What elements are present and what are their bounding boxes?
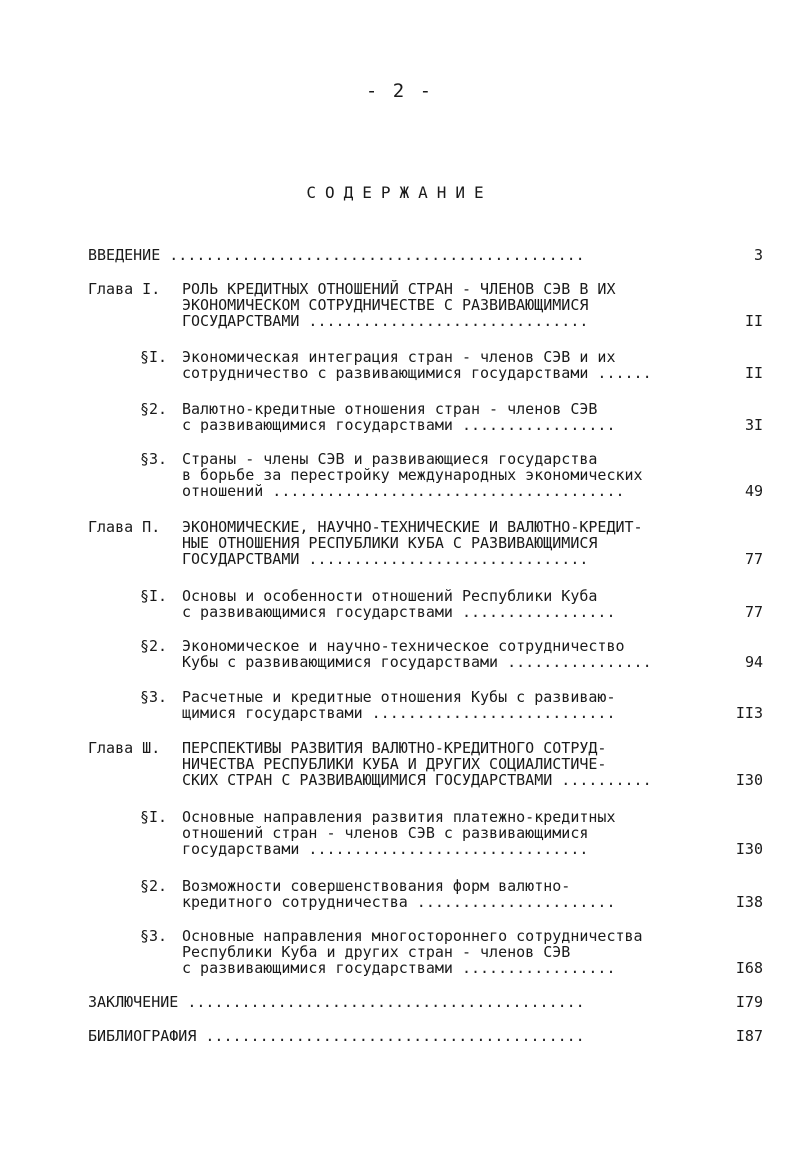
toc-entry-title-line: ЭКОНОМИЧЕСКОМ СОТРУДНИЧЕСТВЕ С РАЗВИВАЮЩИМИСЯ: [182, 296, 589, 314]
leader-dots: .................: [452, 603, 616, 621]
toc-entry-title-line: Основные направления многостороннего сотрудничества: [182, 927, 643, 945]
toc-page-number: II3: [735, 704, 763, 722]
leader-dots: ..........................................: [196, 1027, 585, 1045]
toc-entry-title-line: СКИХ СТРАН С РАЗВИВАЮЩИМИСЯ ГОСУДАРСТВАМИ ..........: [182, 771, 652, 789]
toc-entry-label: ВВЕДЕНИЕ ..............................................: [88, 246, 585, 264]
leader-dots: ......................: [407, 893, 616, 911]
toc-entry-label: §I.: [140, 348, 168, 366]
toc-chapter-entry: [0, 281, 799, 333]
toc-entry-label: §3.: [140, 927, 168, 945]
toc-entry-label: БИБЛИОГРАФИЯ ..........................................: [88, 1027, 585, 1045]
toc-entry-title-line: Республики Куба и других стран - членов СЭВ: [182, 943, 571, 961]
toc-entry-title-line: Основные направления развития платежно-кредитных: [182, 808, 616, 826]
toc-entry-label: §I.: [140, 808, 168, 826]
leader-dots: ...............................: [299, 550, 589, 568]
toc-entry-title-line: РОЛЬ КРЕДИТНЫХ ОТНОШЕНИЙ СТРАН - ЧЛЕНОВ СЭВ В ИХ: [182, 280, 616, 298]
toc-entry-label: §2.: [140, 877, 168, 895]
toc-entry-title-line: ГОСУДАРСТВАМИ ...............................: [182, 312, 589, 330]
toc-section-entry: [0, 401, 799, 437]
toc-entry-title-line: НЫЕ ОТНОШЕНИЯ РЕСПУБЛИКИ КУБА С РАЗВИВАЮЩИМИСЯ: [182, 534, 598, 552]
toc-entry-title-line: кредитного сотрудничества ......................: [182, 893, 616, 911]
toc-entry-label: Глава П.: [88, 518, 161, 536]
toc-entry-title-line: ЭКОНОМИЧЕСКИЕ, НАУЧНО-ТЕХНИЧЕСКИЕ И ВАЛЮТНО-КРЕДИТ-: [182, 518, 643, 536]
toc-entry-label: Глава I.: [88, 280, 161, 298]
leader-dots: ............................................: [178, 993, 585, 1011]
toc-entry-title-line: Основы и особенности отношений Республики Куба: [182, 587, 598, 605]
toc-section-entry: [0, 689, 799, 725]
toc-entry-label: §3.: [140, 450, 168, 468]
toc-page-number: 49: [744, 482, 763, 500]
toc-entry-label: §I.: [140, 587, 168, 605]
toc-page-number: II: [744, 364, 763, 382]
toc-entry-title-line: Расчетные и кредитные отношения Кубы с развиваю-: [182, 688, 616, 706]
toc-entry-title-line: государствами ...............................: [182, 840, 589, 858]
toc-entry-label: §2.: [140, 637, 168, 655]
toc-page-number: 77: [744, 603, 763, 621]
toc-entry-label: ЗАКЛЮЧЕНИЕ ............................................: [88, 993, 585, 1011]
toc-page-number: II: [744, 312, 763, 330]
toc-entry-title-line: Возможности совершенствования форм валютно-: [182, 877, 571, 895]
toc-entry-title-line: Экономическая интеграция стран - членов СЭВ и их: [182, 348, 616, 366]
toc-entry-title-line: в борьбе за перестройку международных экономических: [182, 466, 643, 484]
toc-section-entry: [0, 451, 799, 503]
toc-page-number: I68: [735, 959, 763, 977]
toc-entry-title-line: ПЕРСПЕКТИВЫ РАЗВИТИЯ ВАЛЮТНО-КРЕДИТНОГО СОТРУД-: [182, 739, 607, 757]
toc-section-entry: [0, 588, 799, 624]
toc-page-number: 77: [744, 550, 763, 568]
toc-page-number: I30: [735, 840, 763, 858]
toc-page-number: 3: [753, 246, 763, 264]
leader-dots: ......: [588, 364, 652, 382]
toc-entry-label: §2.: [140, 400, 168, 418]
leader-dots: ...............................: [299, 840, 589, 858]
leader-dots: .................: [452, 959, 616, 977]
leader-dots: .................: [452, 416, 616, 434]
toc-entry-title-line: НИЧЕСТВА РЕСПУБЛИКИ КУБА И ДРУГИХ СОЦИАЛИСТИЧЕ-: [182, 755, 607, 773]
toc-entry-title-line: Кубы с развивающимися государствами ................: [182, 653, 652, 671]
toc-entry-title-line: сотрудничество с развивающимися государствами ......: [182, 364, 652, 382]
leader-dots: ..........: [552, 771, 652, 789]
toc-chapter-entry: [0, 519, 799, 571]
toc-chapter-entry: [0, 740, 799, 792]
toc-entry-title-line: с развивающимися государствами .................: [182, 959, 616, 977]
toc-entry-title-line: ГОСУДАРСТВАМИ ...............................: [182, 550, 589, 568]
toc-entry-title-line: отношений стран - членов СЭВ с развивающимися: [182, 824, 589, 842]
toc-entry-title-line: отношений .......................................: [182, 482, 625, 500]
toc-entry-title-line: Страны - члены СЭВ и развивающиеся государства: [182, 450, 598, 468]
toc-page-number: I38: [735, 893, 763, 911]
toc-section-entry: [0, 878, 799, 914]
toc-entry-label: §3.: [140, 688, 168, 706]
toc-section-entry: [0, 638, 799, 674]
toc-entry: [0, 994, 799, 1014]
toc-page-number: 3I: [744, 416, 763, 434]
page-number: - 2 -: [365, 80, 434, 102]
toc-page-number: I30: [735, 771, 763, 789]
toc-entry-title-line: щимися государствами ...........................: [182, 704, 616, 722]
toc-entry-title-line: Экономическое и научно-техническое сотрудничество: [182, 637, 625, 655]
toc-page-number: I87: [735, 1027, 763, 1045]
toc-entry: [0, 247, 799, 267]
leader-dots: ...............................: [299, 312, 589, 330]
toc-entry-title-line: Валютно-кредитные отношения стран - членов СЭВ: [182, 400, 598, 418]
leader-dots: .......................................: [263, 482, 625, 500]
toc-entry-title-line: с развивающимися государствами .................: [182, 416, 616, 434]
toc-section-entry: [0, 809, 799, 861]
toc-entry: [0, 1028, 799, 1048]
leader-dots: ...........................: [362, 704, 616, 722]
toc-entry-title-line: с развивающимися государствами .................: [182, 603, 616, 621]
toc-entry-label: Глава Ш.: [88, 739, 161, 757]
leader-dots: ..............................................: [160, 246, 585, 264]
toc-page-number: I79: [735, 993, 763, 1011]
toc-title: СОДЕРЖАНИЕ: [306, 183, 493, 202]
toc-section-entry: [0, 928, 799, 980]
toc-section-entry: [0, 349, 799, 385]
toc-page-number: 94: [744, 653, 763, 671]
leader-dots: ................: [498, 653, 652, 671]
